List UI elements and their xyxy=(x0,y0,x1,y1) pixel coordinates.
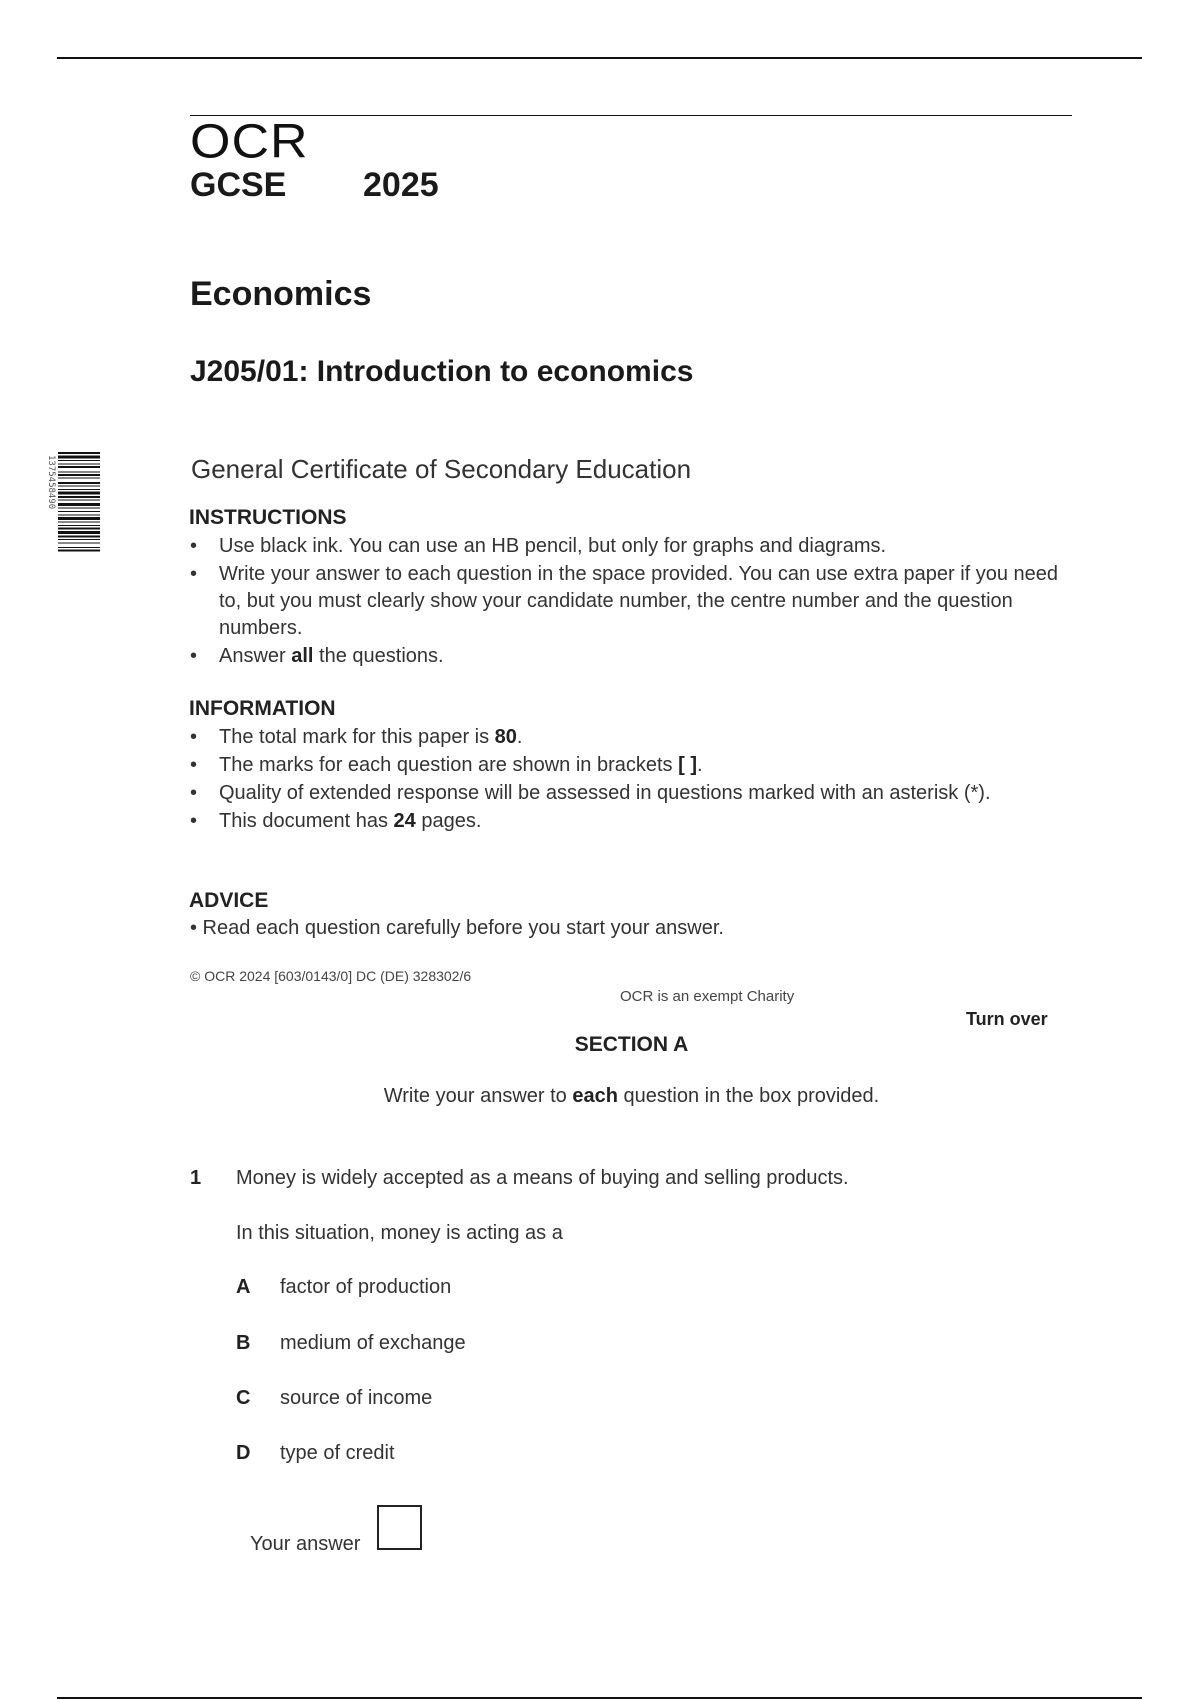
advice-heading: ADVICE xyxy=(189,889,269,912)
paper-title: J205/01: Introduction to economics xyxy=(190,355,694,388)
information-item: • The marks for each question are shown in brackets [ ]. xyxy=(190,752,1070,779)
option-text-b: medium of exchange xyxy=(280,1332,466,1354)
information-item: • Quality of extended response will be assessed in questions marked with an asterisk (*). xyxy=(190,780,1070,807)
instruction-item: • Answer all the questions. xyxy=(190,643,1080,670)
copyright-notice: © OCR 2024 [603/0143/0] DC (DE) 328302/6 xyxy=(190,968,472,984)
option-letter-a: A xyxy=(236,1276,251,1298)
advice-text: • Read each question carefully before you start your answer. xyxy=(190,917,724,939)
information-item: • This document has 24 pages. xyxy=(190,808,1070,835)
answer-box[interactable] xyxy=(377,1505,422,1550)
subject-title: Economics xyxy=(190,275,372,313)
option-letter-d: D xyxy=(236,1442,251,1464)
option-text-d: type of credit xyxy=(280,1442,395,1464)
instruction-item: • Use black ink. You can use an HB pencil, but only for graphs and diagrams. xyxy=(190,533,1080,560)
option-text-c: source of income xyxy=(280,1387,433,1409)
header-rule xyxy=(190,115,1072,116)
information-item: • The total mark for this paper is 80. xyxy=(190,724,1070,751)
ocr-logo: OCR xyxy=(190,115,309,169)
barcode-number: 1375458490 xyxy=(46,455,56,510)
certificate-title: General Certificate of Secondary Education xyxy=(191,454,692,484)
exam-year: 2025 xyxy=(363,166,439,204)
instructions-heading: INSTRUCTIONS xyxy=(189,506,347,529)
instructions-list xyxy=(190,533,1080,671)
qualification-label: GCSE xyxy=(190,166,287,204)
section-instruction: Write your answer to each question in the box provided. xyxy=(383,1085,880,1107)
barcode-image xyxy=(58,452,100,624)
instruction-item: • Write your answer to each question in the space provided. You can use extra paper if you need to, but you must clearly show your candidate number, the centre number and the question numbers. xyxy=(190,561,1080,642)
question-stem: Money is widely accepted as a means of buying and selling products. xyxy=(236,1167,849,1189)
information-list xyxy=(190,724,1070,836)
charity-notice: OCR is an exempt Charity xyxy=(620,988,795,1005)
option-letter-c: C xyxy=(236,1387,251,1409)
question-number: 1 xyxy=(190,1167,202,1189)
top-page-rule xyxy=(57,57,1142,59)
section-title: SECTION A xyxy=(574,1033,689,1056)
option-text-a: factor of production xyxy=(280,1276,452,1298)
question-prompt: In this situation, money is acting as a xyxy=(236,1222,563,1244)
bottom-page-rule xyxy=(57,1697,1142,1699)
turn-over-label: Turn over xyxy=(966,1009,1048,1029)
option-letter-b: B xyxy=(236,1332,251,1354)
information-heading: INFORMATION xyxy=(189,697,336,720)
answer-label: Your answer xyxy=(250,1533,361,1555)
